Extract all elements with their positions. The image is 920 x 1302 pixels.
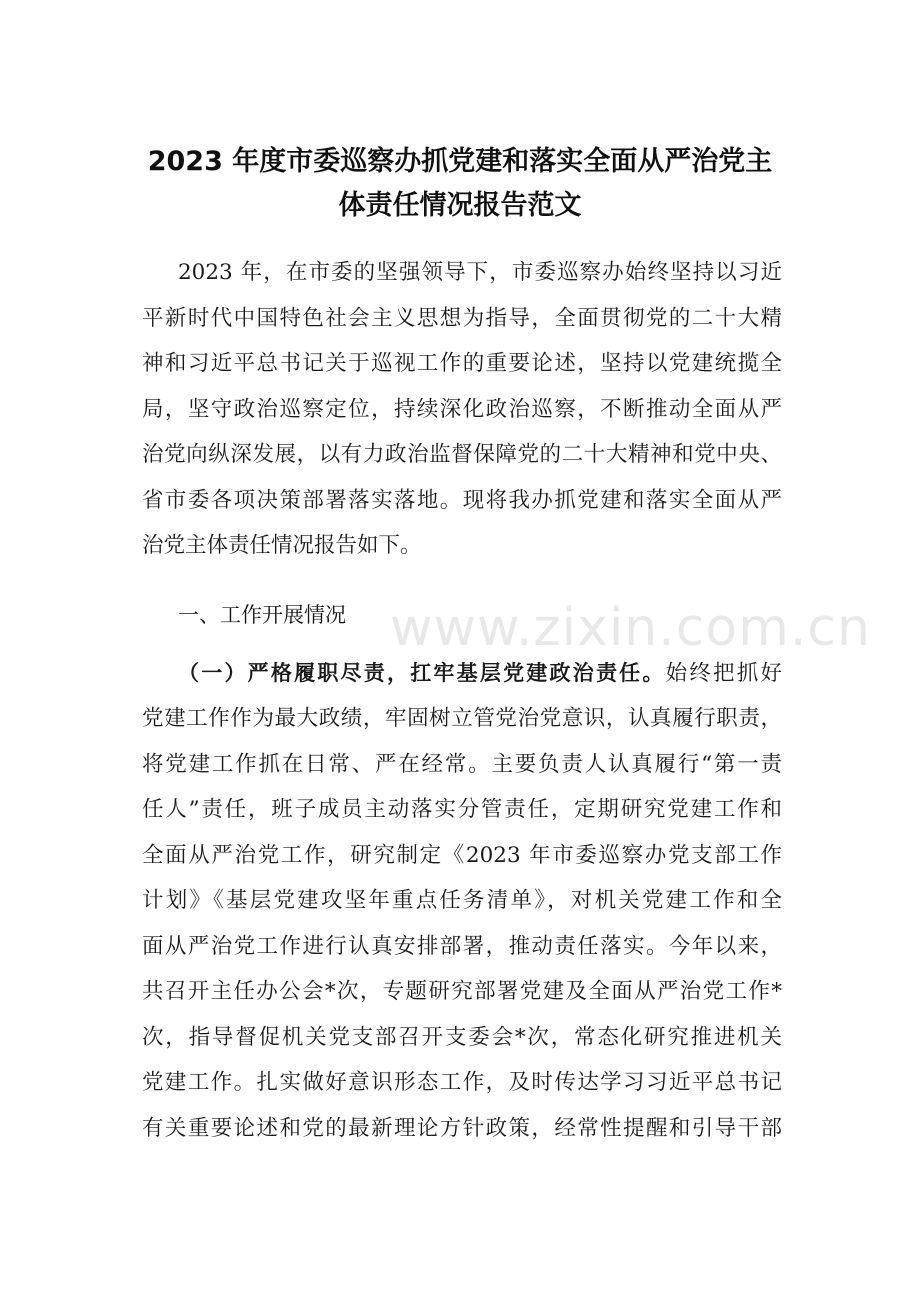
paragraph-line: 共召开主任办公会*次，专题研究部署党建及全面从严治党工作* bbox=[142, 979, 782, 1004]
document-title bbox=[110, 140, 810, 228]
title-line-1: 2023 年度市委巡察办抓党建和落实全面从严治党主 bbox=[147, 146, 773, 177]
subsection-heading: （一）严格履职尽责，扛牢基层党建政治责任。 bbox=[178, 660, 666, 685]
paragraph-line: 计划》《基层党建攻坚年重点任务清单》，对机关党建工作和全 bbox=[142, 888, 782, 913]
paragraph-line: 2023 年，在市委的坚强领导下，市委巡察办始终坚持以习近 bbox=[178, 260, 782, 285]
paragraph-line: 有关重要论述和党的最新理论方针政策，经常性提醒和引导干部 bbox=[142, 1115, 782, 1141]
paragraph-line: 平新时代中国特色社会主义思想为指导，全面贯彻党的二十大精 bbox=[142, 305, 782, 331]
paragraph-line: 神和习近平总书记关于巡视工作的重要论述，坚持以党建统揽全 bbox=[142, 351, 782, 376]
paragraph-line: 局，坚守政治巡察定位，持续深化政治巡察，不断推动全面从严 bbox=[142, 396, 782, 422]
paragraph-line: 任人”责任，班子成员主动落实分管责任，定期研究党建工作和 bbox=[142, 797, 782, 822]
paragraph-line: 省市委各项决策部署落实落地。现将我办抓党建和落实全面从严 bbox=[142, 487, 782, 513]
subsection-text: 始终把抓好 bbox=[665, 660, 782, 686]
paragraph-line: 党建工作作为最大政绩，牢固树立管党治党意识，认真履行职责， bbox=[142, 706, 782, 731]
paragraph-line: 党建工作。扎实做好意识形态工作，及时传达学习习近平总书记 bbox=[142, 1070, 782, 1095]
section-heading: 一、工作开展情况 bbox=[178, 602, 346, 627]
paragraph-line: 面从严治党工作进行认真安排部署，推动责任落实。今年以来， bbox=[142, 933, 782, 959]
document-body bbox=[142, 250, 782, 1151]
paragraph-line: 次，指导督促机关党支部召开支委会*次，常态化研究推进机关 bbox=[142, 1024, 782, 1050]
title-line-2: 体责任情况报告范文 bbox=[338, 190, 582, 221]
paragraph-line: 全面从严治党工作，研究制定《2023 年市委巡察办党支部工作 bbox=[142, 842, 782, 868]
subsection-first-line bbox=[142, 651, 782, 697]
watermark: www.zixin.com.cn bbox=[390, 598, 871, 658]
paragraph-line: 将党建工作抓在日常、严在经常。主要负责人认真履行“第一责 bbox=[142, 751, 782, 777]
paragraph-line: 治党向纵深发展，以有力政治监督保障党的二十大精神和党中央、 bbox=[142, 442, 782, 467]
paragraph-line: 治党主体责任情况报告如下。 bbox=[142, 533, 422, 558]
